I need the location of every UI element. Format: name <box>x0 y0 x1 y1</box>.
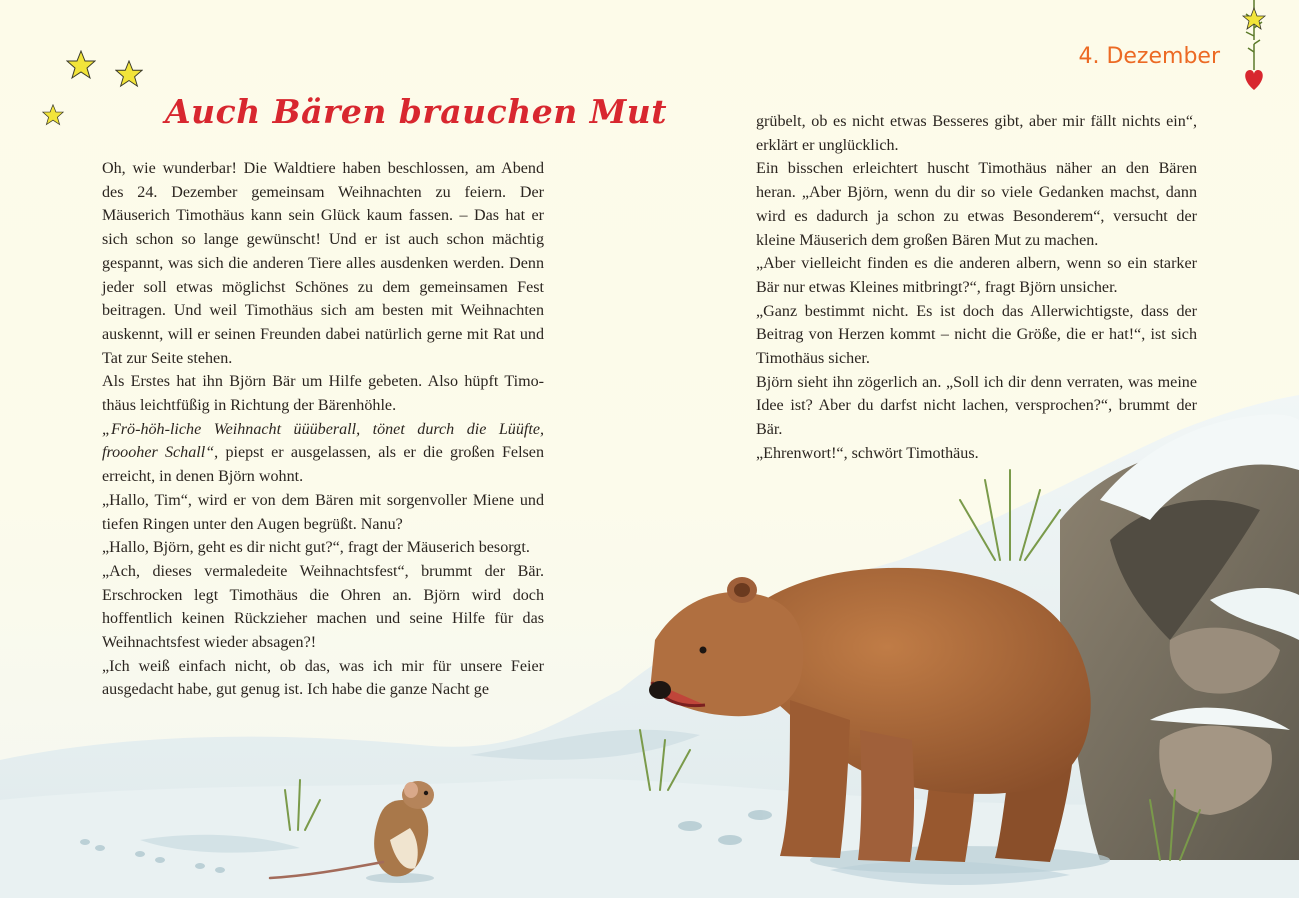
hanging-star-icon <box>1232 0 1278 96</box>
paragraph: Ein bisschen erleichtert huscht Timothäus näher an den Bären heran. „Aber Björn, wenn du dir so viele Gedanken machst, dann wird es dadurch ja schon zu etwas Besonderem“, versucht der kleine Mäuserich dem großen Bären Mut zu machen. <box>756 160 1197 249</box>
paragraph: „Hallo, Tim“, wird er von dem Bären mit sorgenvoller Miene und tiefen Ringen unter den Augen begrüßt. Nanu? <box>102 491 544 533</box>
paragraph: grübelt, ob es nicht etwas Besseres gibt, aber mir fällt nichts ein“, erklärt er unglücklich. <box>756 113 1197 154</box>
song-lyric: „Frö-höh-liche Weihnacht üüüberall, tönet durch die Lüüfte, froooher Schall“ <box>102 420 544 462</box>
heart-icon <box>1245 70 1263 90</box>
text-column-right <box>756 110 1197 466</box>
paragraph: „Aber vielleicht finden es die anderen albern, wenn so ein starker Bär nur etwas Kleines mitbringt?“, fragt Björn unsicher. <box>756 255 1197 296</box>
paragraph: „Ehrenwort!“, schwört Timothäus. <box>756 444 979 462</box>
paragraph: „Ich weiß einfach nicht, ob das, was ich mir für unsere Feier ausgedacht habe, gut genug ist. Ich habe die ganze Nacht ge <box>102 657 544 699</box>
page-title: Auch Bären brauchen Mut <box>165 92 667 131</box>
star-icon <box>66 50 96 80</box>
text-column-left <box>102 157 544 702</box>
star-icon <box>42 104 64 126</box>
paragraph: Björn sieht ihn zögerlich an. „Soll ich dir denn verraten, was meine Idee ist? Aber du darfst nicht lachen, versprochen?“, brummt der Bär. <box>756 373 1197 439</box>
paragraph: Oh, wie wunderbar! Die Waldtiere haben beschlossen, am Abend des 24. Dezember gemeinsam Weihnachten zu feiern. Der Mäuserich Timothäus kann sein Glück kaum fassen. – Das hat er sich schon so lange gewünscht! Und er ist auch schon mächtig gespannt, was sich die anderen Tiere alles ausdenken werden. Denn jeder soll etwas möglichst Schönes zu dem gemeinsamen Fest beitragen. Und weil Timothäus sich am besten mit Weihnachten auskennt, will er seinen Freunden dabei natürlich gerne mit Rat und Tat zur Seite stehen. <box>102 160 544 367</box>
paragraph: „Hallo, Björn, geht es dir nicht gut?“, fragt der Mäuserich besorgt. <box>102 539 530 557</box>
paragraph: „Ganz bestimmt nicht. Es ist doch das Allerwichtigste, dass der Beitrag von Herzen kommt – nicht die Größe, die er hat!“, ist sich Timothäus sicher. <box>756 302 1197 368</box>
paragraph: „Ach, dieses vermaledeite Weihnachtsfest“, brummt der Bär. Erschrocken legt Timothäus die Ohren an. Björn wird doch hoffentlich keinen Rückzieher machen und seine Hilfe für das Weihnachtsfest wieder absagen?! <box>102 562 544 652</box>
date-label: 4. Dezember <box>1078 44 1220 69</box>
paragraph: Als Erstes hat ihn Björn Bär um Hilfe gebeten. Also hüpft Timothäus leichtfüßig in Richtung der Bärenhöhle. <box>102 373 544 415</box>
paragraph: „Frö-höh-liche Weihnacht üüüberall, tönet durch die Lüüfte, froooher Schall“, piepst er ausgelassen, als er die großen Felsen erreicht, in denen Björn wohnt. <box>102 420 544 486</box>
star-icon <box>115 60 143 88</box>
